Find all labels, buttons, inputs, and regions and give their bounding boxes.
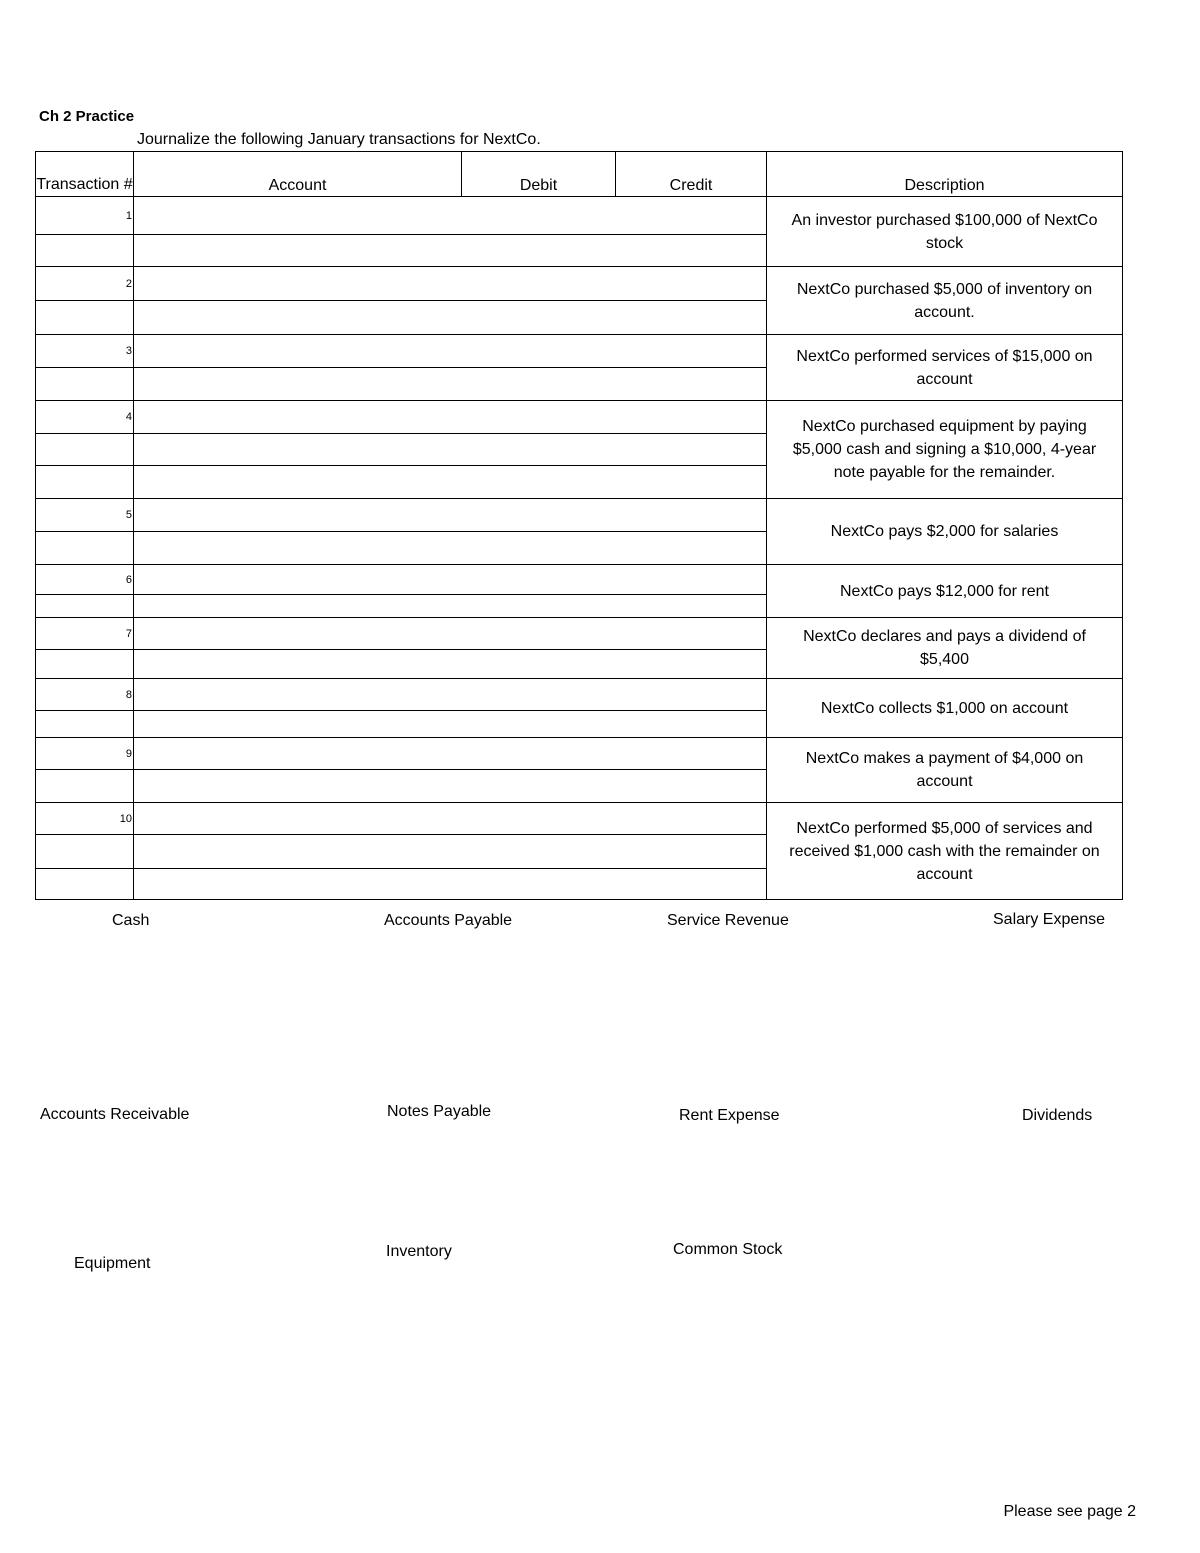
table-row [36, 618, 1123, 650]
entry-line[interactable] [134, 738, 767, 770]
blank-cell [36, 235, 134, 267]
blank-cell [36, 869, 134, 900]
entry-line[interactable] [134, 434, 767, 466]
table-row [36, 803, 1123, 835]
t-account-rent-expense: Rent Expense [679, 1107, 780, 1124]
t-account-dividends: Dividends [1022, 1107, 1093, 1124]
transaction-number: 5 [36, 499, 134, 532]
transaction-description: NextCo pays $12,000 for rent [767, 565, 1123, 618]
entry-line[interactable] [134, 301, 767, 335]
transaction-number: 10 [36, 803, 134, 835]
table-row [36, 335, 1123, 368]
transaction-number: 8 [36, 679, 134, 711]
blank-cell [36, 595, 134, 618]
entry-line[interactable] [134, 267, 767, 301]
header-credit: Credit [616, 152, 767, 197]
table-row [36, 197, 1123, 235]
transaction-description: NextCo declares and pays a dividend of $5,400 [767, 618, 1123, 679]
entry-line[interactable] [134, 532, 767, 565]
entry-line[interactable] [134, 595, 767, 618]
blank-cell [36, 532, 134, 565]
header-description: Description [767, 152, 1123, 197]
blank-cell [36, 434, 134, 466]
t-account-accounts-receivable: Accounts Receivable [40, 1106, 190, 1123]
entry-line[interactable] [134, 711, 767, 738]
transaction-number: 3 [36, 335, 134, 368]
blank-cell [36, 835, 134, 869]
t-account-notes-payable: Notes Payable [387, 1103, 492, 1120]
entry-line[interactable] [134, 368, 767, 401]
transaction-number: 6 [36, 565, 134, 595]
t-account-inventory: Inventory [386, 1243, 452, 1260]
entry-line[interactable] [134, 679, 767, 711]
header-account: Account [134, 152, 462, 197]
entry-line[interactable] [134, 565, 767, 595]
header-transaction: Transaction # [36, 152, 134, 197]
table-row [36, 499, 1123, 532]
entry-line[interactable] [134, 401, 767, 434]
entry-line[interactable] [134, 197, 767, 235]
entry-line[interactable] [134, 650, 767, 679]
table-row [36, 267, 1123, 301]
transaction-description: NextCo pays $2,000 for salaries [767, 499, 1123, 565]
entry-line[interactable] [134, 835, 767, 869]
blank-cell [36, 650, 134, 679]
transaction-description: NextCo purchased $5,000 of inventory on account. [767, 267, 1123, 335]
blank-cell [36, 466, 134, 499]
transaction-description: NextCo performed $5,000 of services and received $1,000 cash with the remainder on account [767, 803, 1123, 900]
entry-line[interactable] [134, 869, 767, 900]
table-row [36, 738, 1123, 770]
t-account-equipment: Equipment [74, 1255, 151, 1272]
transaction-number: 2 [36, 267, 134, 301]
table-header-row [36, 152, 1123, 197]
table-row [36, 401, 1123, 434]
header-debit: Debit [462, 152, 616, 197]
transaction-description: NextCo collects $1,000 on account [767, 679, 1123, 738]
page-note: Please see page 2 [1003, 1503, 1136, 1520]
entry-line[interactable] [134, 499, 767, 532]
t-account-accounts-payable: Accounts Payable [384, 912, 513, 929]
transaction-description: NextCo makes a payment of $4,000 on account [767, 738, 1123, 803]
blank-cell [36, 368, 134, 401]
instructions: Journalize the following January transactions for NextCo. [137, 131, 541, 148]
entry-line[interactable] [134, 618, 767, 650]
entry-line[interactable] [134, 335, 767, 368]
transaction-number: 1 [36, 197, 134, 235]
transaction-number: 7 [36, 618, 134, 650]
transaction-description: NextCo purchased equipment by paying $5,000 cash and signing a $10,000, 4-year note payable for the remainder. [767, 401, 1123, 499]
blank-cell [36, 770, 134, 803]
t-account-cash: Cash [112, 912, 150, 929]
t-account-common-stock: Common Stock [673, 1241, 783, 1258]
entry-line[interactable] [134, 235, 767, 267]
blank-cell [36, 711, 134, 738]
entry-line[interactable] [134, 466, 767, 499]
transaction-description: NextCo performed services of $15,000 on account [767, 335, 1123, 401]
table-row [36, 565, 1123, 595]
t-account-service-revenue: Service Revenue [667, 912, 789, 929]
entry-line[interactable] [134, 803, 767, 835]
blank-cell [36, 301, 134, 335]
journal-table [35, 151, 1123, 900]
table-row [36, 679, 1123, 711]
t-account-salary-expense: Salary Expense [993, 911, 1106, 928]
transaction-description: An investor purchased $100,000 of NextCo stock [767, 197, 1123, 267]
transaction-number: 9 [36, 738, 134, 770]
entry-line[interactable] [134, 770, 767, 803]
page-title: Ch 2 Practice [39, 108, 135, 125]
transaction-number: 4 [36, 401, 134, 434]
